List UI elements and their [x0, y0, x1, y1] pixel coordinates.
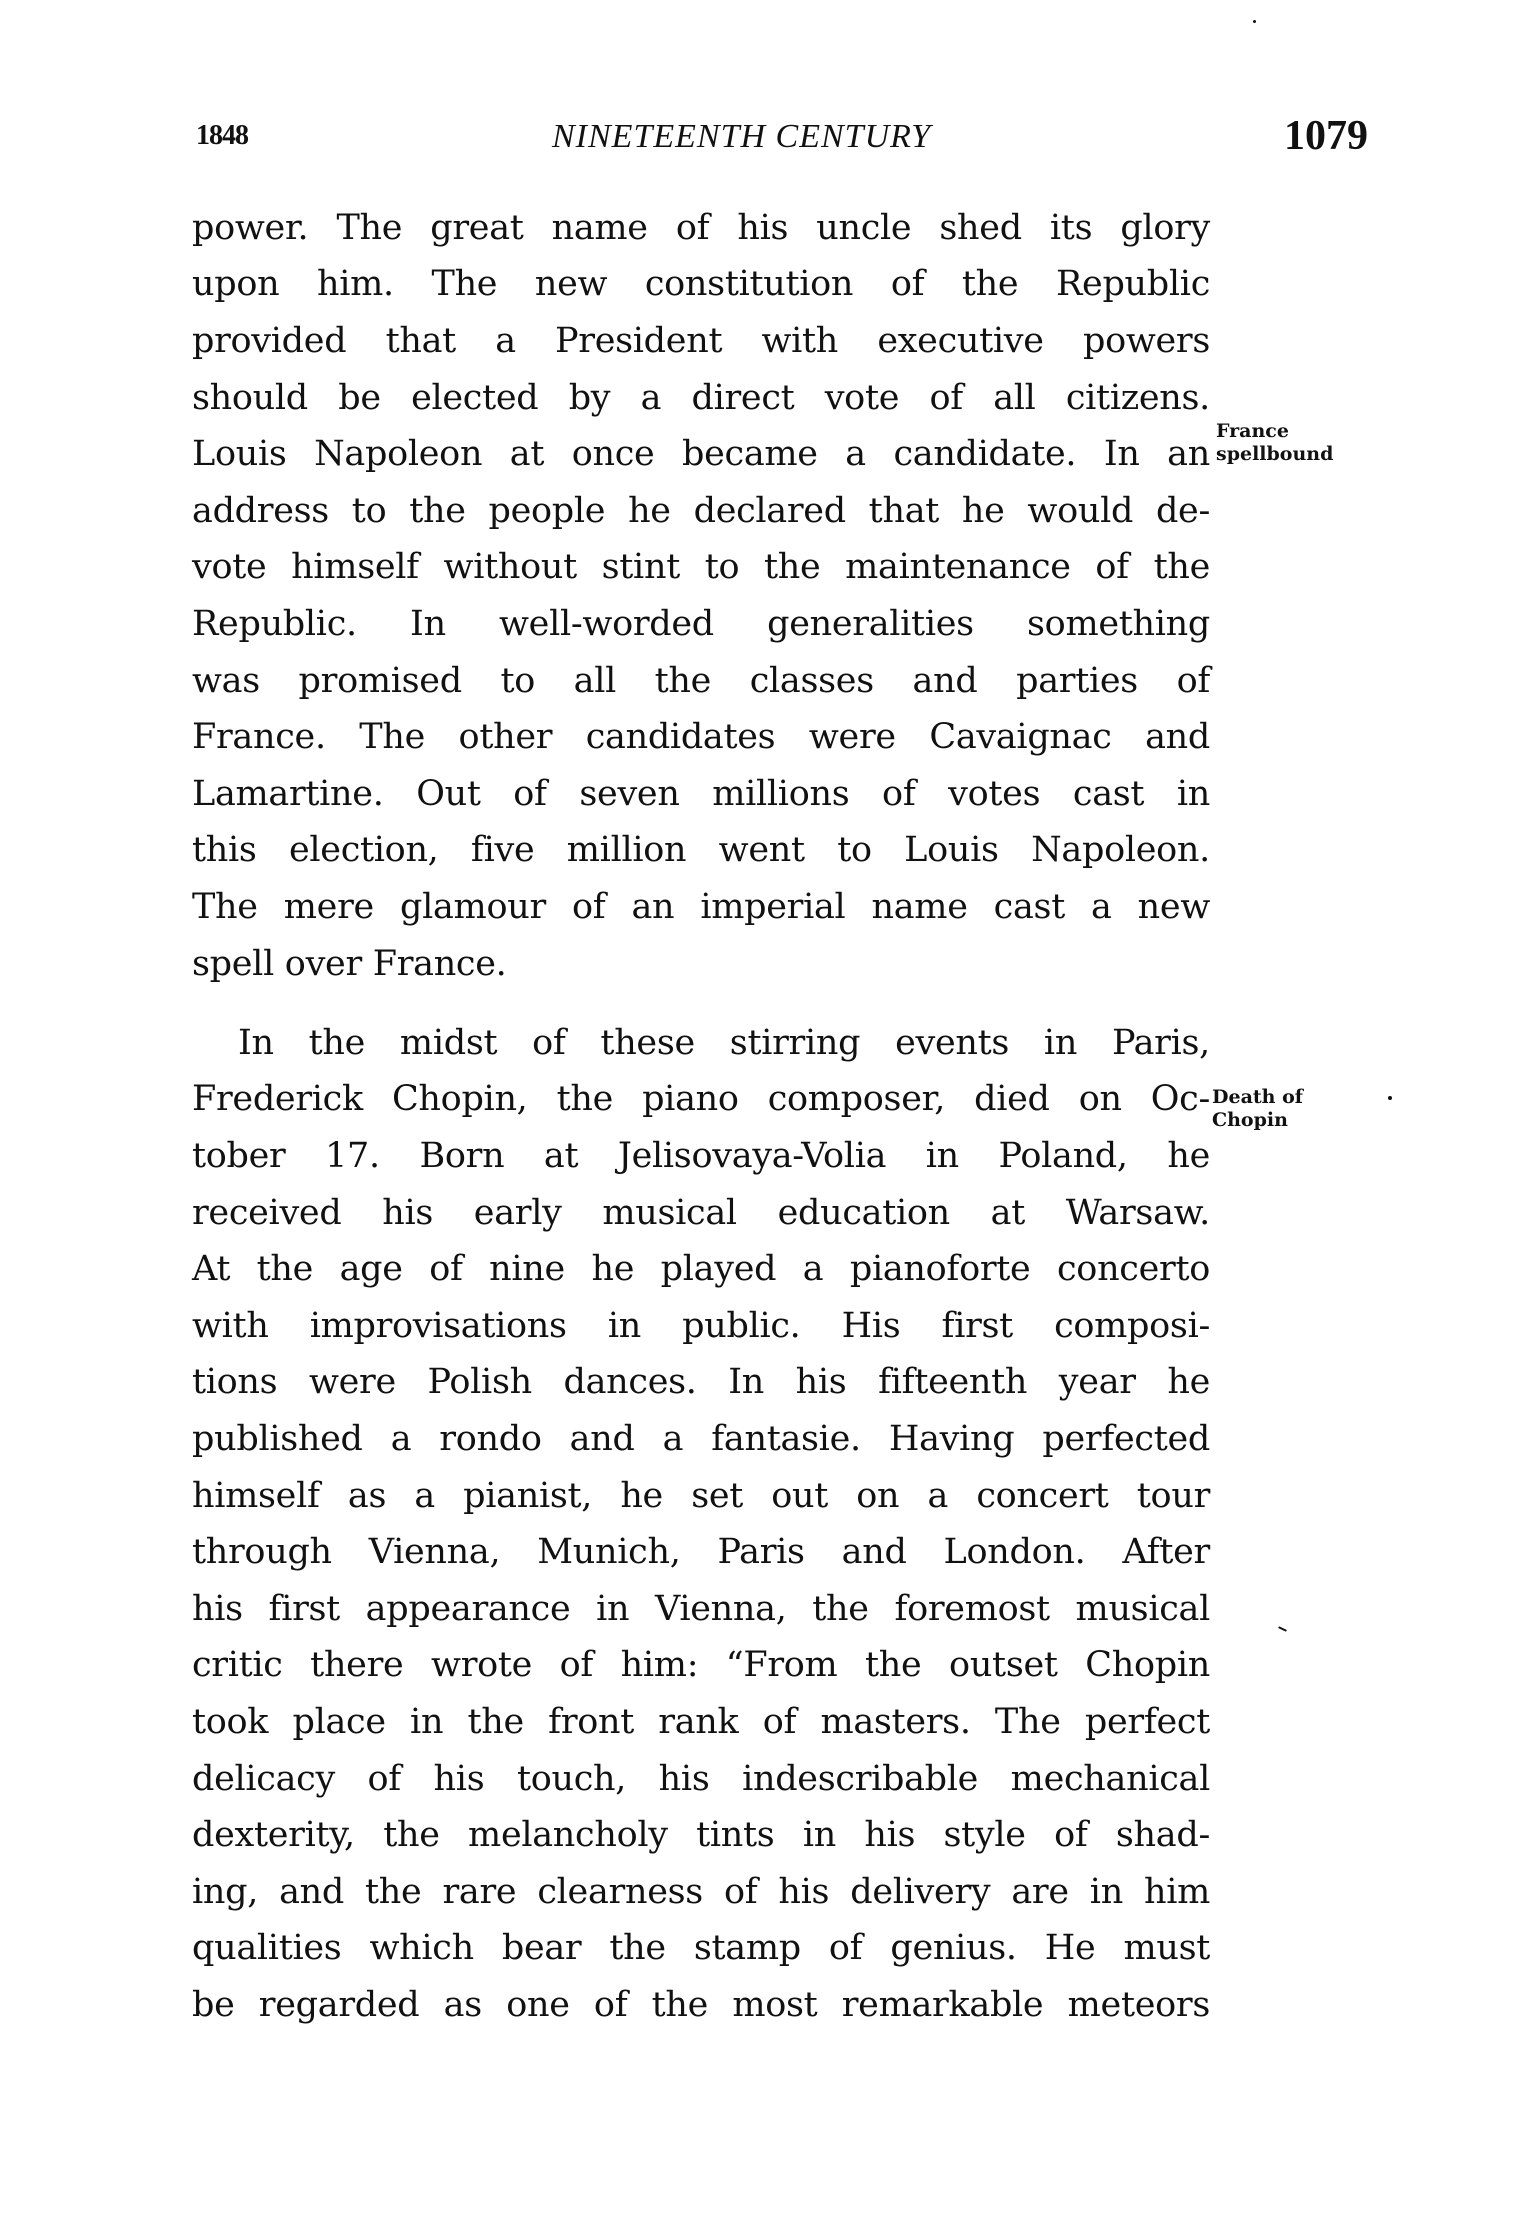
- text-line: received his early musical education at Warsaw.: [192, 1193, 1210, 1233]
- text-line: with improvisations in public. His first composi-: [192, 1306, 1210, 1346]
- text-line: spell over France.: [192, 944, 507, 984]
- text-line: At the age of nine he played a pianoforte concerto: [192, 1249, 1210, 1289]
- margin-note-line: France: [1216, 420, 1289, 442]
- margin-note-line: Chopin: [1212, 1109, 1288, 1131]
- text-line: upon him. The new constitution of the Republic: [192, 264, 1210, 304]
- margin-note-line: spellbound: [1216, 443, 1334, 465]
- text-line: critic there wrote of him: “From the outset Chopin: [192, 1645, 1210, 1685]
- text-line: power. The great name of his uncle shed its glory: [192, 208, 1210, 248]
- margin-note-france-spellbound: [1216, 420, 1333, 466]
- text-line: this election, five million went to Louis Napoleon.: [192, 830, 1210, 870]
- text-line: delicacy of his touch, his indescribable mechanical: [192, 1759, 1210, 1799]
- text-line: provided that a President with executive powers: [192, 321, 1210, 361]
- text-line: was promised to all the classes and parties of: [192, 661, 1210, 701]
- text-line: address to the people he declared that he would de-: [192, 491, 1210, 531]
- header-year: 1848: [196, 120, 248, 151]
- scan-speck: [1388, 1096, 1392, 1100]
- scan-speck: [1278, 1626, 1287, 1632]
- page-number: 1079: [1284, 113, 1368, 159]
- text-line: ing, and the rare clearness of his delivery are in him: [192, 1872, 1210, 1912]
- text-line: Republic. In well-worded generalities something: [192, 604, 1210, 644]
- text-line: Louis Napoleon at once became a candidate. In an: [192, 434, 1210, 474]
- text-line: took place in the front rank of masters. The perfect: [192, 1702, 1210, 1742]
- scan-speck: [1253, 20, 1256, 23]
- margin-note-death-of-chopin: [1212, 1086, 1303, 1132]
- text-line: Frederick Chopin, the piano composer, died on Oc-: [192, 1079, 1210, 1119]
- text-line: tober 17. Born at Jelisovaya-Volia in Poland, he: [192, 1136, 1210, 1176]
- page-header: [0, 0, 1536, 200]
- text-line: his first appearance in Vienna, the foremost musical: [192, 1589, 1210, 1629]
- text-line: should be elected by a direct vote of all citizens.: [192, 378, 1210, 418]
- text-line: dexterity, the melancholy tints in his style of shad-: [192, 1815, 1210, 1855]
- text-line: qualities which bear the stamp of genius. He must: [192, 1928, 1210, 1968]
- paragraph-start-line: In the midst of these stirring events in Paris,: [238, 1023, 1210, 1063]
- text-line: be regarded as one of the most remarkable meteors: [192, 1985, 1210, 2025]
- text-line: France. The other candidates were Cavaignac and: [192, 717, 1210, 757]
- text-line: published a rondo and a fantasie. Having perfected: [192, 1419, 1210, 1459]
- text-line: through Vienna, Munich, Paris and London. After: [192, 1532, 1210, 1572]
- text-line: Lamartine. Out of seven millions of votes cast in: [192, 774, 1210, 814]
- text-line: The mere glamour of an imperial name cast a new: [192, 887, 1210, 927]
- text-line: vote himself without stint to the maintenance of the: [192, 547, 1210, 587]
- text-line: himself as a pianist, he set out on a concert tour: [192, 1476, 1210, 1516]
- text-line: tions were Polish dances. In his fifteenth year he: [192, 1362, 1210, 1402]
- running-title: NINETEENTH CENTURY: [552, 118, 932, 155]
- margin-note-line: Death of: [1212, 1086, 1303, 1108]
